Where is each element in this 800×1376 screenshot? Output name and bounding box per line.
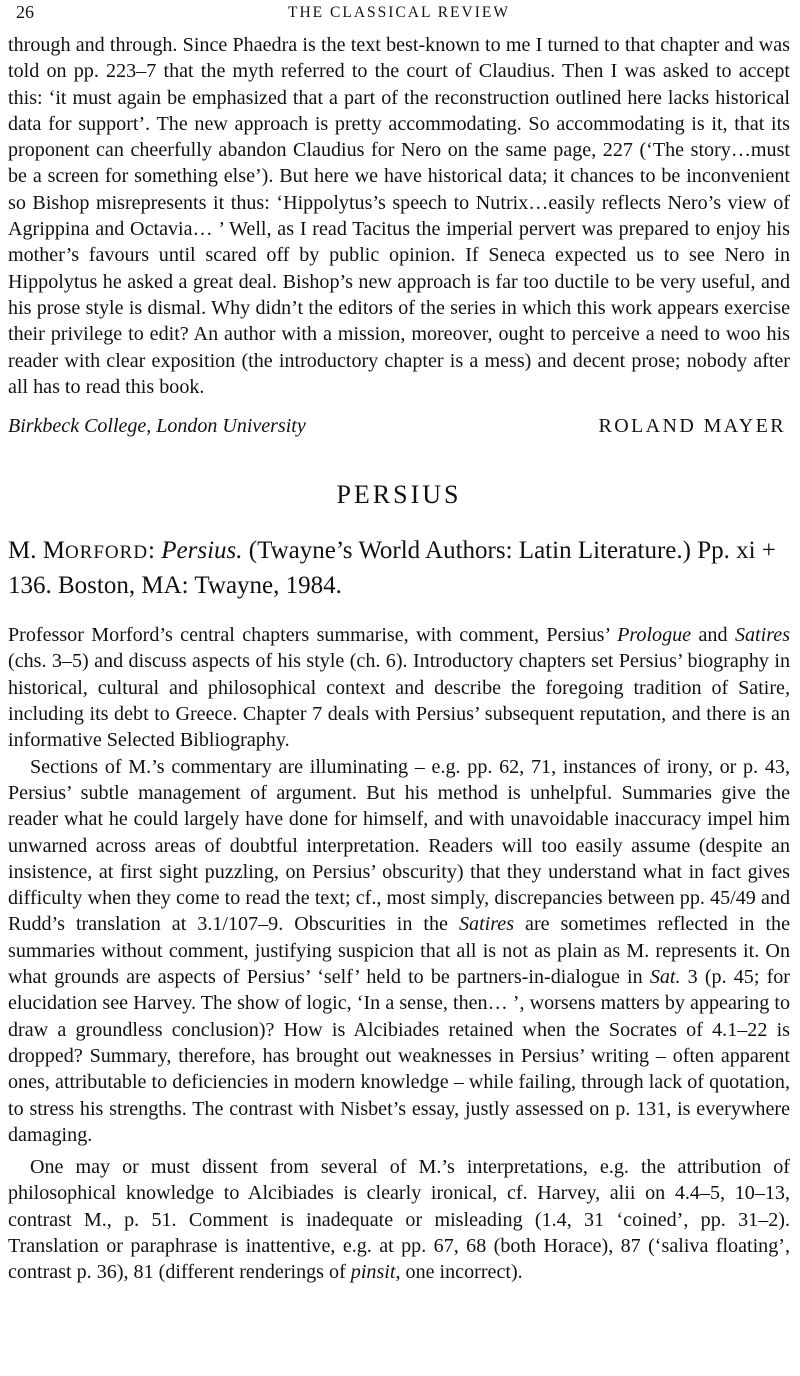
text-run: and bbox=[691, 624, 735, 647]
text-run: 3 (p. 45; for elucidation see Harvey. The show of logic, ‘In a sense, then… ’, worsens matters by appearing to draw a groundless conclusion)? How is Alcibiades retained when the Socrates of 4.1–22 is dropped? Summary, therefore, has brought out weaknesses in Persius’ writing – often apparent ones, attributable to deficiencies in modern knowledge – while failing, through lack of quotation, to stress his strengths. The contrast with Nisbet’s essay, justly assessed on p. 131, is everywhere damaging. bbox=[8, 966, 790, 1146]
italic-title: Satires bbox=[458, 913, 515, 936]
review-paragraph-1 bbox=[8, 622, 790, 753]
journal-title: THE CLASSICAL REVIEW bbox=[288, 4, 510, 21]
reviewer-name: ROLAND MAYER bbox=[598, 415, 786, 438]
review-paragraph-2 bbox=[8, 754, 790, 1148]
text-run: One may or must dissent from several of M.’s interpretations, e.g. the attribution of philosophical knowledge to Alcibiades is clearly ironical, cf. Harvey, alii on 4.4–5, 10–13, contrast M., p. 51. Comment is inadequate or misleading (1.4, 31 ‘coined’, pp. 31–2). Translation or paraphrase is inattentive, e.g. at pp. 67, 68 (both Horace), 87 (‘saliva floating’, contrast p. 36), 81 (different renderings of bbox=[8, 1156, 790, 1284]
review-signoff bbox=[8, 413, 790, 439]
previous-review-paragraph: through and through. Since Phaedra is the text best-known to me I turned to that chapter and was told on pp. 223–7 that the myth referred to the court of Claudius. Then I was asked to accept this: ‘it must again be emphasized that a part of the reconstruction outlined here lacks historical data for support’. The new approach is pretty accommodating. So accommodating is it, that its proponent can cheerfully abandon Claudius for Nero on the same page, 227 (‘The story…must be a screen for something else’). But here we have historical data; it chances to be inconvenient so Bishop misrepresents it thus: ‘Hippolytus’s speech to Nutrix…easily reflects Nero’s view of Agrippina and Octavia… ’ Well, as I read Tacitus the imperial pervert was prepared to enjoy his mother’s favours until scared off by public opinion. If Seneca expected us to see Nero in Hippolytus he asked a great deal. Bishop’s new approach is far too ductile to be very useful, and his prose style is dismal. Why didn’t the editors of the series in which this work appears exercise their privilege to edit? An author with a mission, moreover, ought to perceive a need to woo his reader with clear exposition (the introductory chapter is a mess) and decent prose; nobody after all has to read this book. bbox=[8, 34, 790, 398]
text-run: are sometimes reflected in the summaries without comment, justifying suspicion that all is not as plain as M. represents it. On what grounds are aspects of Persius’ ‘self’ held to be partners-in-dialogue in bbox=[8, 913, 790, 989]
italic-abbrev: Sat. bbox=[649, 966, 681, 989]
italic-title: Prologue bbox=[617, 624, 692, 647]
italic-title: Satires bbox=[734, 624, 791, 647]
book-title: Persius. bbox=[161, 537, 243, 565]
text-run: (chs. 3–5) and discuss aspects of his style (ch. 6). Introductory chapters set Persius’ biography in historical, cultural and philosophical context and describe the foregoing tradition of Satire, including its debt to Greece. Chapter 7 deals with Persius’ subsequent reputation, and there is an informative Selected Bibliography. bbox=[8, 650, 790, 752]
citation-colon: : bbox=[148, 537, 162, 565]
running-head bbox=[8, 0, 790, 30]
reviewer-affiliation: Birkbeck College, London University bbox=[8, 415, 306, 438]
review-paragraph-3 bbox=[8, 1154, 790, 1285]
text-run: Sections of M.’s commentary are illuminating – e.g. pp. 62, 71, instances of irony, or p. 43, Persius’ subtle management of argument. But his method is unhelpful. Summaries give the reader what he could largely have done for himself, and with unavoidable inaccuracy impel him unwarned across areas of doubtful interpretation. Readers will too easily assume (despite an insistence, at first sight puzzling, on Persius’ obscurity) that they understand what in fact gives difficulty when they come to read the text; cf., most simply, discrepancies between pp. 45/49 and Rudd’s translation at 3.1/107–9. Obscurities in the bbox=[8, 755, 790, 936]
author-initial: M. M bbox=[8, 537, 65, 565]
section-title: PERSIUS bbox=[336, 480, 462, 510]
author-surname: ORFORD bbox=[64, 542, 149, 564]
book-citation bbox=[8, 534, 790, 602]
italic-word: pinsit bbox=[350, 1261, 396, 1284]
text-run: Professor Morford’s central chapters summarise, with comment, Persius’ bbox=[8, 624, 618, 647]
book-details: (Twayne’s World Authors: Latin Literature.) Pp. xi + 136. Boston, MA: Twayne, 1984. bbox=[8, 537, 776, 600]
page-number: 26 bbox=[16, 2, 34, 22]
text-run: , one incorrect). bbox=[395, 1261, 523, 1284]
